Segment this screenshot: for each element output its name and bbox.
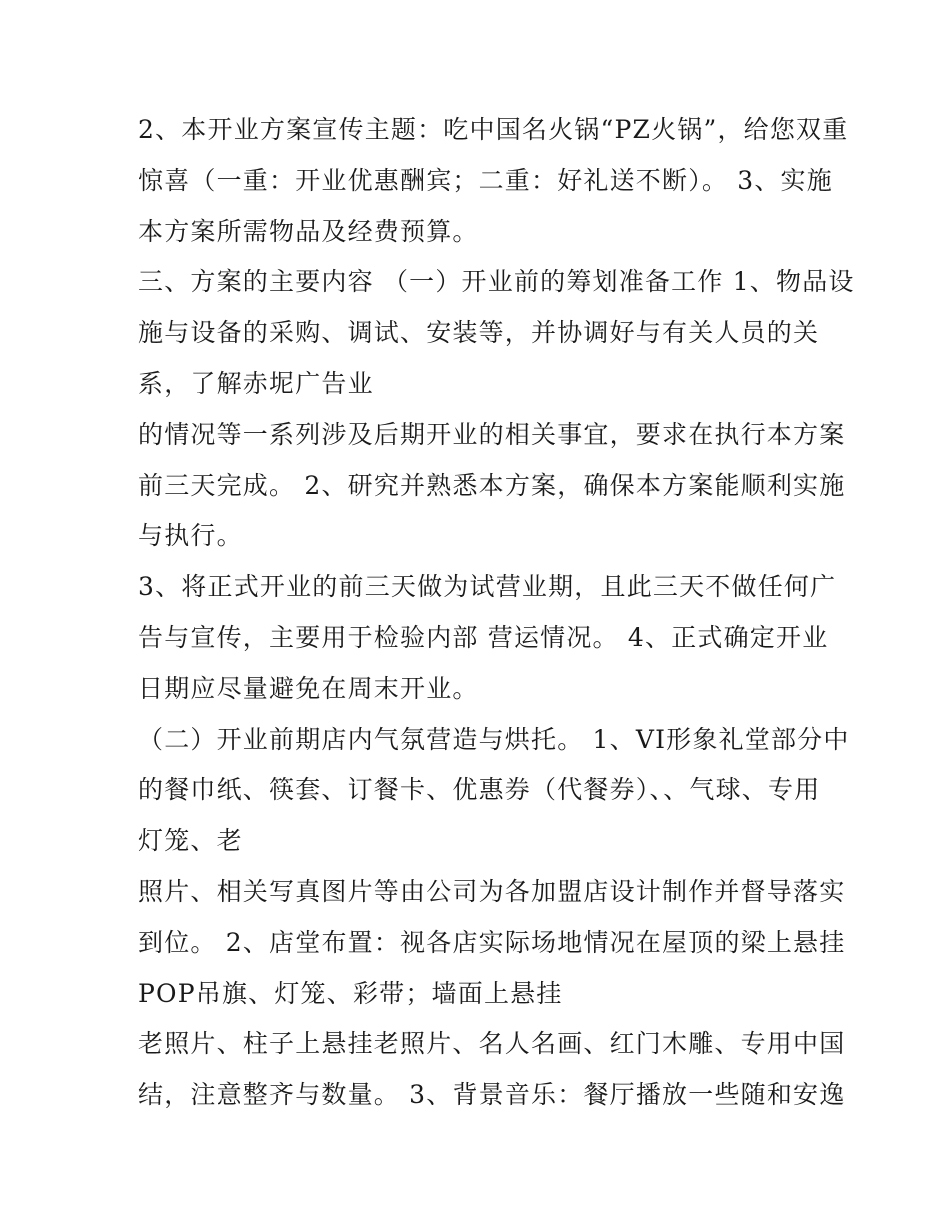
text-line: 告与宣传，主要用于检验内部 营运情况。 4、正式确定开业 <box>138 622 829 652</box>
document-body <box>138 110 855 1126</box>
text-line: 的餐巾纸、筷套、订餐卡、优惠券（代餐券）、、气球、专用 <box>138 775 821 805</box>
text-line: 的情况等一系列涉及后期开业的相关事宜，要求在执行本方案 <box>138 419 846 449</box>
text-line: 结，注意整齐与数量。 3、背景音乐：餐厅播放一些随和安逸 <box>138 1080 846 1110</box>
text-line: 到位。 2、店堂布置：视各店实际场地情况在屋顶的梁上悬挂 <box>138 927 846 957</box>
text-line: 施与设备的采购、调试、安装等，并协调好与有关人员的关 <box>138 318 820 348</box>
text-line: 灯笼、老 <box>138 826 243 856</box>
text-line: 日期应尽量避免在周末开业。 <box>138 673 479 703</box>
section-heading-line: 三、方案的主要内容 （一）开业前的筹划准备工作 1、物品设 <box>138 267 855 297</box>
section-heading-line: （二）开业前期店内气氛营造与烘托。 1、VI形象礼堂部分中 <box>138 724 850 754</box>
text-line: 惊喜（一重：开业优惠酬宾；二重：好礼送不断）。 3、实施 <box>138 165 833 195</box>
text-line: 系，了解赤坭广告业 <box>138 368 374 398</box>
text-line: 老照片、柱子上悬挂老照片、名人名画、红门木雕、专用中国 <box>138 1029 846 1059</box>
text-line: POP吊旗、灯笼、彩带；墙面上悬挂 <box>138 978 563 1008</box>
text-line: 本方案所需物品及经费预算。 <box>138 216 479 246</box>
text-line: 照片、相关写真图片等由公司为各加盟店设计制作并督导落实 <box>138 876 846 906</box>
text-line: 与执行。 <box>138 521 243 551</box>
text-line: 前三天完成。 2、研究并熟悉本方案，确保本方案能顺利实施 <box>138 470 846 500</box>
text-line: 2、本开业方案宣传主题：吃中国名火锅“PZ火锅”，给您双重 <box>138 115 849 144</box>
text-line: 3、将正式开业的前三天做为试营业期，且此三天不做任何广 <box>138 572 837 602</box>
